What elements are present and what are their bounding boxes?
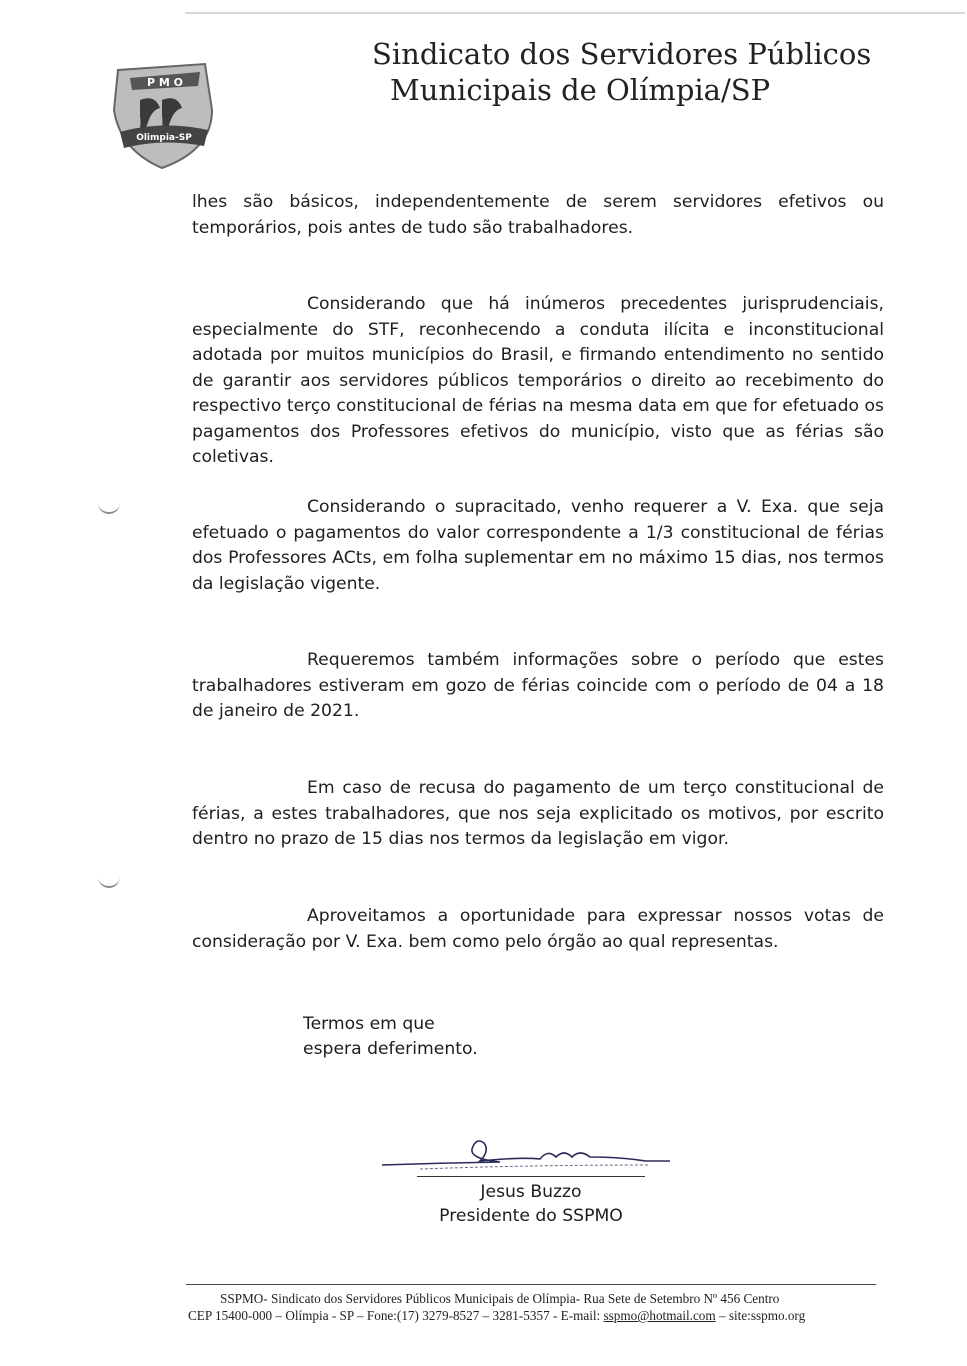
footer-rule xyxy=(186,1284,876,1285)
punch-hole-mark xyxy=(98,502,120,514)
closing-line2: espera deferimento. xyxy=(303,1039,478,1059)
signer-name: Jesus Buzzo xyxy=(480,1182,582,1202)
paragraph-3: Considerando o supracitado, venho requerer a V. Exa. que seja efetuado o pagamentos do valor correspondente a 1/3 constitucional de férias dos Professores ACts, em folha suplementar em no máximo 15 dias, nos termos da legislação vigente. xyxy=(192,497,884,594)
footer-address: SSPMO- Sindicato dos Servidores Públicos Municipais de Olímpia- Rua Sete de Setembro Nº 456 Centro xyxy=(220,1291,780,1306)
paragraph-5: Em caso de recusa do pagamento de um terço constitucional de férias, a estes trabalhadores, que nos seja explicitado os motivos, por escrito dentro no prazo de 15 dias nos termos da legislação em vigor. xyxy=(192,778,884,849)
paragraph-2: Considerando que há inúmeros precedentes jurisprudenciais, especialmente do STF, reconhecendo a conduta ilícita e inconstitucional adotada por muitos municípios do Brasil, e firmando entendimento no sentido de garantir aos servidores públicos temporários o direito ao recebimento do respectivo terço constitucional de férias na mesma data em que for efetuado os pagamentos dos Professores efetivos do município, visto que as férias são coletivas. xyxy=(192,294,884,467)
paragraph-1: lhes são básicos, independentemente de serem servidores efetivos ou temporários, pois antes de tudo são trabalhadores. xyxy=(192,192,884,238)
org-name-line1: Sindicato dos Servidores Públicos xyxy=(372,37,872,71)
union-logo xyxy=(100,50,225,175)
closing-formula xyxy=(303,1012,478,1062)
handwritten-signature xyxy=(380,1135,680,1177)
footer xyxy=(188,1290,878,1324)
footer-contact: CEP 15400-000 – Olímpia - SP – Fone:(17) 3279-8527 – 3281-5357 - E-mail: sspmo@hotmail.com – site:sspmo.org xyxy=(188,1308,806,1323)
signer-title: Presidente do SSPMO xyxy=(439,1206,623,1226)
signature-line xyxy=(417,1176,645,1177)
closing-line1: Termos em que xyxy=(303,1014,435,1034)
footer-email-link[interactable]: sspmo@hotmail.com xyxy=(603,1308,716,1323)
signer-block xyxy=(410,1180,652,1228)
scan-edge xyxy=(185,12,965,14)
paragraph-4: Requeremos também informações sobre o período que estes trabalhadores estiveram em gozo de férias coincide com o período de 04 a 18 de janeiro de 2021. xyxy=(192,650,884,721)
paragraph-6: Aproveitamos a oportunidade para expressar nossos votas de consideração por V. Exa. bem como pelo órgão ao qual representas. xyxy=(192,906,884,952)
logo-text-top: P M O xyxy=(146,76,184,89)
org-name-line2: Municipais de Olímpia/SP xyxy=(390,73,771,107)
organization-name xyxy=(372,36,871,108)
logo-text-bottom: Olimpia-SP xyxy=(136,133,192,143)
punch-hole-mark xyxy=(98,876,120,888)
